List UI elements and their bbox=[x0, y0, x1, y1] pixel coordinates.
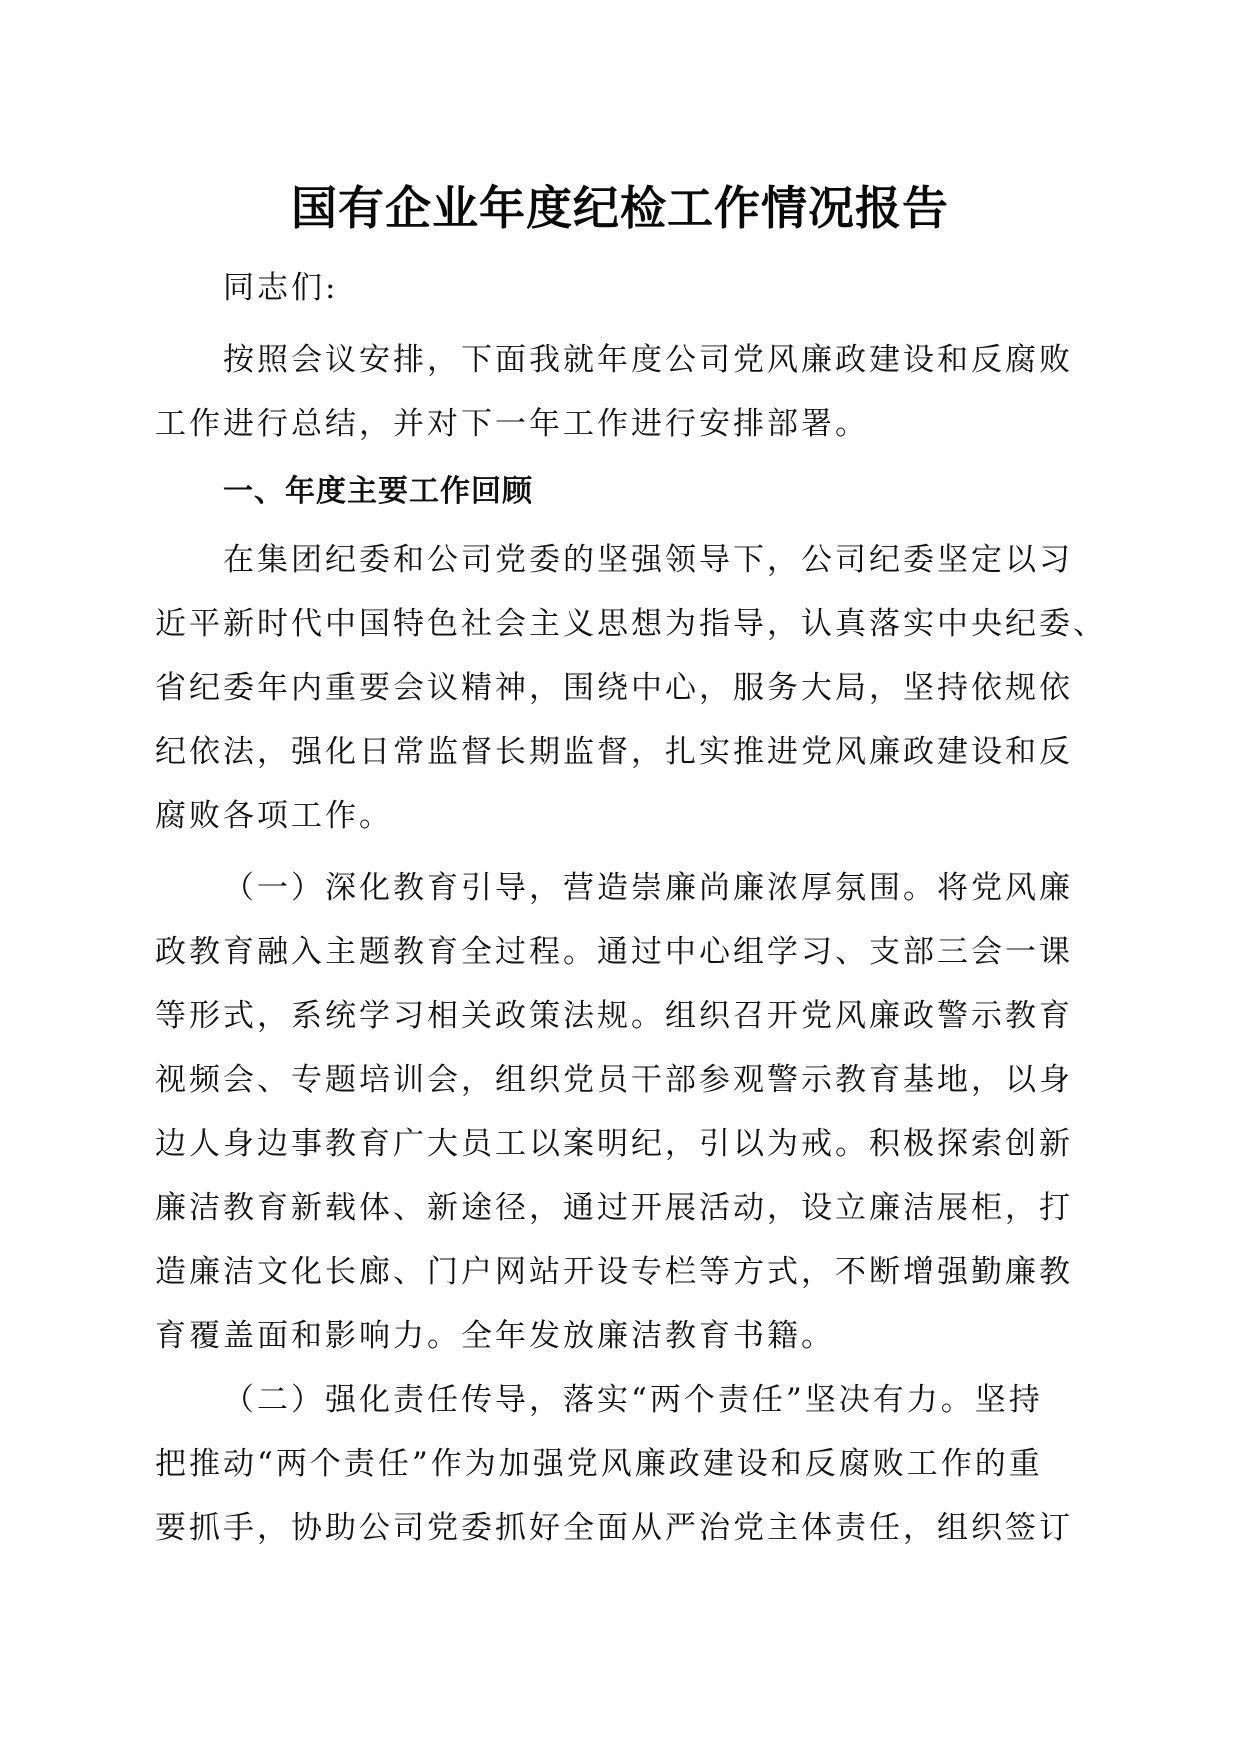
paragraph-line: 在集团纪委和公司党委的坚强领导下，公司纪委坚定以习 bbox=[223, 542, 1073, 578]
paragraph-line: 腐败各项工作。 bbox=[155, 798, 393, 834]
paragraph-line: 育覆盖面和影响力。全年发放廉洁教育书籍。 bbox=[155, 1318, 835, 1354]
subsection2-paragraph bbox=[155, 1368, 1085, 1560]
salutation: 同志们: bbox=[223, 270, 339, 306]
paragraph-line: 把推动“两个责任”作为加强党风廉政建设和反腐败工作的重 bbox=[155, 1446, 1043, 1482]
paragraph-line: 造廉洁文化长廊、门户网站开设专栏等方式，不断增强勤廉教 bbox=[155, 1254, 1073, 1290]
intro-paragraph bbox=[155, 328, 1085, 456]
document-title: 国有企业年度纪检工作情况报告 bbox=[291, 181, 949, 235]
paragraph-line: 边人身边事教育广大员工以案明纪，引以为戒。积极探索创新 bbox=[155, 1126, 1073, 1162]
paragraph-line: 近平新时代中国特色社会主义思想为指导，认真落实中央纪委、 bbox=[155, 606, 1107, 642]
paragraph-line: 要抓手，协助公司党委抓好全面从严治党主体责任，组织签订 bbox=[155, 1510, 1073, 1546]
intro-line: 工作进行总结，并对下一年工作进行安排部署。 bbox=[155, 406, 869, 442]
paragraph-line: 等形式，系统学习相关政策法规。组织召开党风廉政警示教育 bbox=[155, 998, 1073, 1034]
paragraph-gap bbox=[155, 848, 1085, 856]
paragraph-line: 纪依法，强化日常监督长期监督，扎实推进党风廉政建设和反 bbox=[155, 734, 1073, 770]
paragraph-line: 视频会、专题培训会，组织党员干部参观警示教育基地，以身 bbox=[155, 1062, 1073, 1098]
paragraph-line: 廉洁教育新载体、新途径，通过开展活动，设立廉洁展柜，打 bbox=[155, 1190, 1073, 1226]
paragraph-line: （二）强化责任传导，落实“两个责任”坚决有力。坚持 bbox=[223, 1382, 1043, 1418]
intro-line: 按照会议安排，下面我就年度公司党风廉政建设和反腐败 bbox=[223, 342, 1073, 378]
section-heading: 一、年度主要工作回顾 bbox=[223, 474, 533, 509]
document-body bbox=[155, 170, 1107, 1560]
paragraph-line: 省纪委年内重要会议精神，围绕中心，服务大局，坚持依规依 bbox=[155, 670, 1073, 706]
section1-paragraph bbox=[155, 528, 1107, 848]
paragraph-line: 政教育融入主题教育全过程。通过中心组学习、支部三会一课 bbox=[155, 934, 1073, 970]
paragraph-line: （一）深化教育引导，营造崇廉尚廉浓厚氛围。将党风廉 bbox=[223, 870, 1073, 906]
subsection1-paragraph bbox=[155, 856, 1085, 1368]
